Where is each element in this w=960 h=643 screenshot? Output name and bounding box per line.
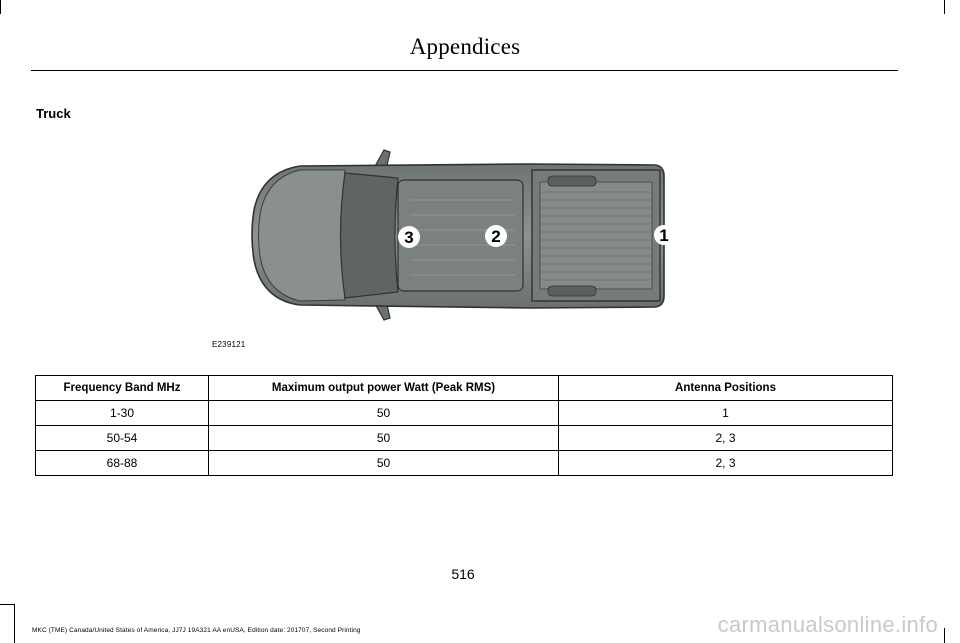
callout-three-label: 3: [404, 228, 414, 247]
table-row: [36, 401, 893, 426]
section-heading: Truck: [36, 106, 71, 121]
windshield: [341, 173, 399, 298]
table-cell: 68-88: [36, 451, 209, 476]
page-number: 516: [451, 566, 475, 582]
crop-mark-bottom-left: [0, 604, 14, 605]
callout-two-label: 2: [491, 227, 501, 246]
callout-one: [654, 225, 674, 245]
column-header-frequency: Frequency Band MHz: [36, 376, 209, 401]
table-row: [36, 451, 893, 476]
edition-footer: MKC (TME) Canada/United States of America, JJ7J 19A321 AA enUSA, Edition date: 201707, Second Printing: [32, 627, 361, 634]
table-cell: 50: [209, 401, 559, 426]
crop-mark-top-right: [944, 0, 945, 14]
figure-code: E239121: [212, 340, 246, 349]
table-cell: 1: [559, 401, 893, 426]
table-cell: 1-30: [36, 401, 209, 426]
table-cell: 2, 3: [559, 426, 893, 451]
page-title: Appendices: [409, 34, 521, 59]
table-row: [36, 426, 893, 451]
table-header-row: [36, 376, 893, 401]
callout-three: [398, 226, 420, 248]
crop-mark-top-left: [0, 0, 1, 14]
antenna-frequency-table: [35, 375, 893, 476]
crop-mark-bottom-left-v: [14, 604, 15, 643]
callout-two: [485, 225, 507, 247]
truck-top-view-illustration: [0, 140, 960, 360]
table-cell: 50: [209, 451, 559, 476]
hood: [259, 170, 346, 301]
crop-mark-bottom-right: [944, 628, 945, 643]
table-cell: 50: [209, 426, 559, 451]
column-header-power: Maximum output power Watt (Peak RMS): [209, 376, 559, 401]
header-divider: [31, 70, 898, 71]
table-cell: 50-54: [36, 426, 209, 451]
column-header-antenna: Antenna Positions: [559, 376, 893, 401]
watermark: carmanualsonline.info: [717, 612, 938, 637]
table-cell: 2, 3: [559, 451, 893, 476]
callout-one-label: 1: [659, 226, 669, 245]
